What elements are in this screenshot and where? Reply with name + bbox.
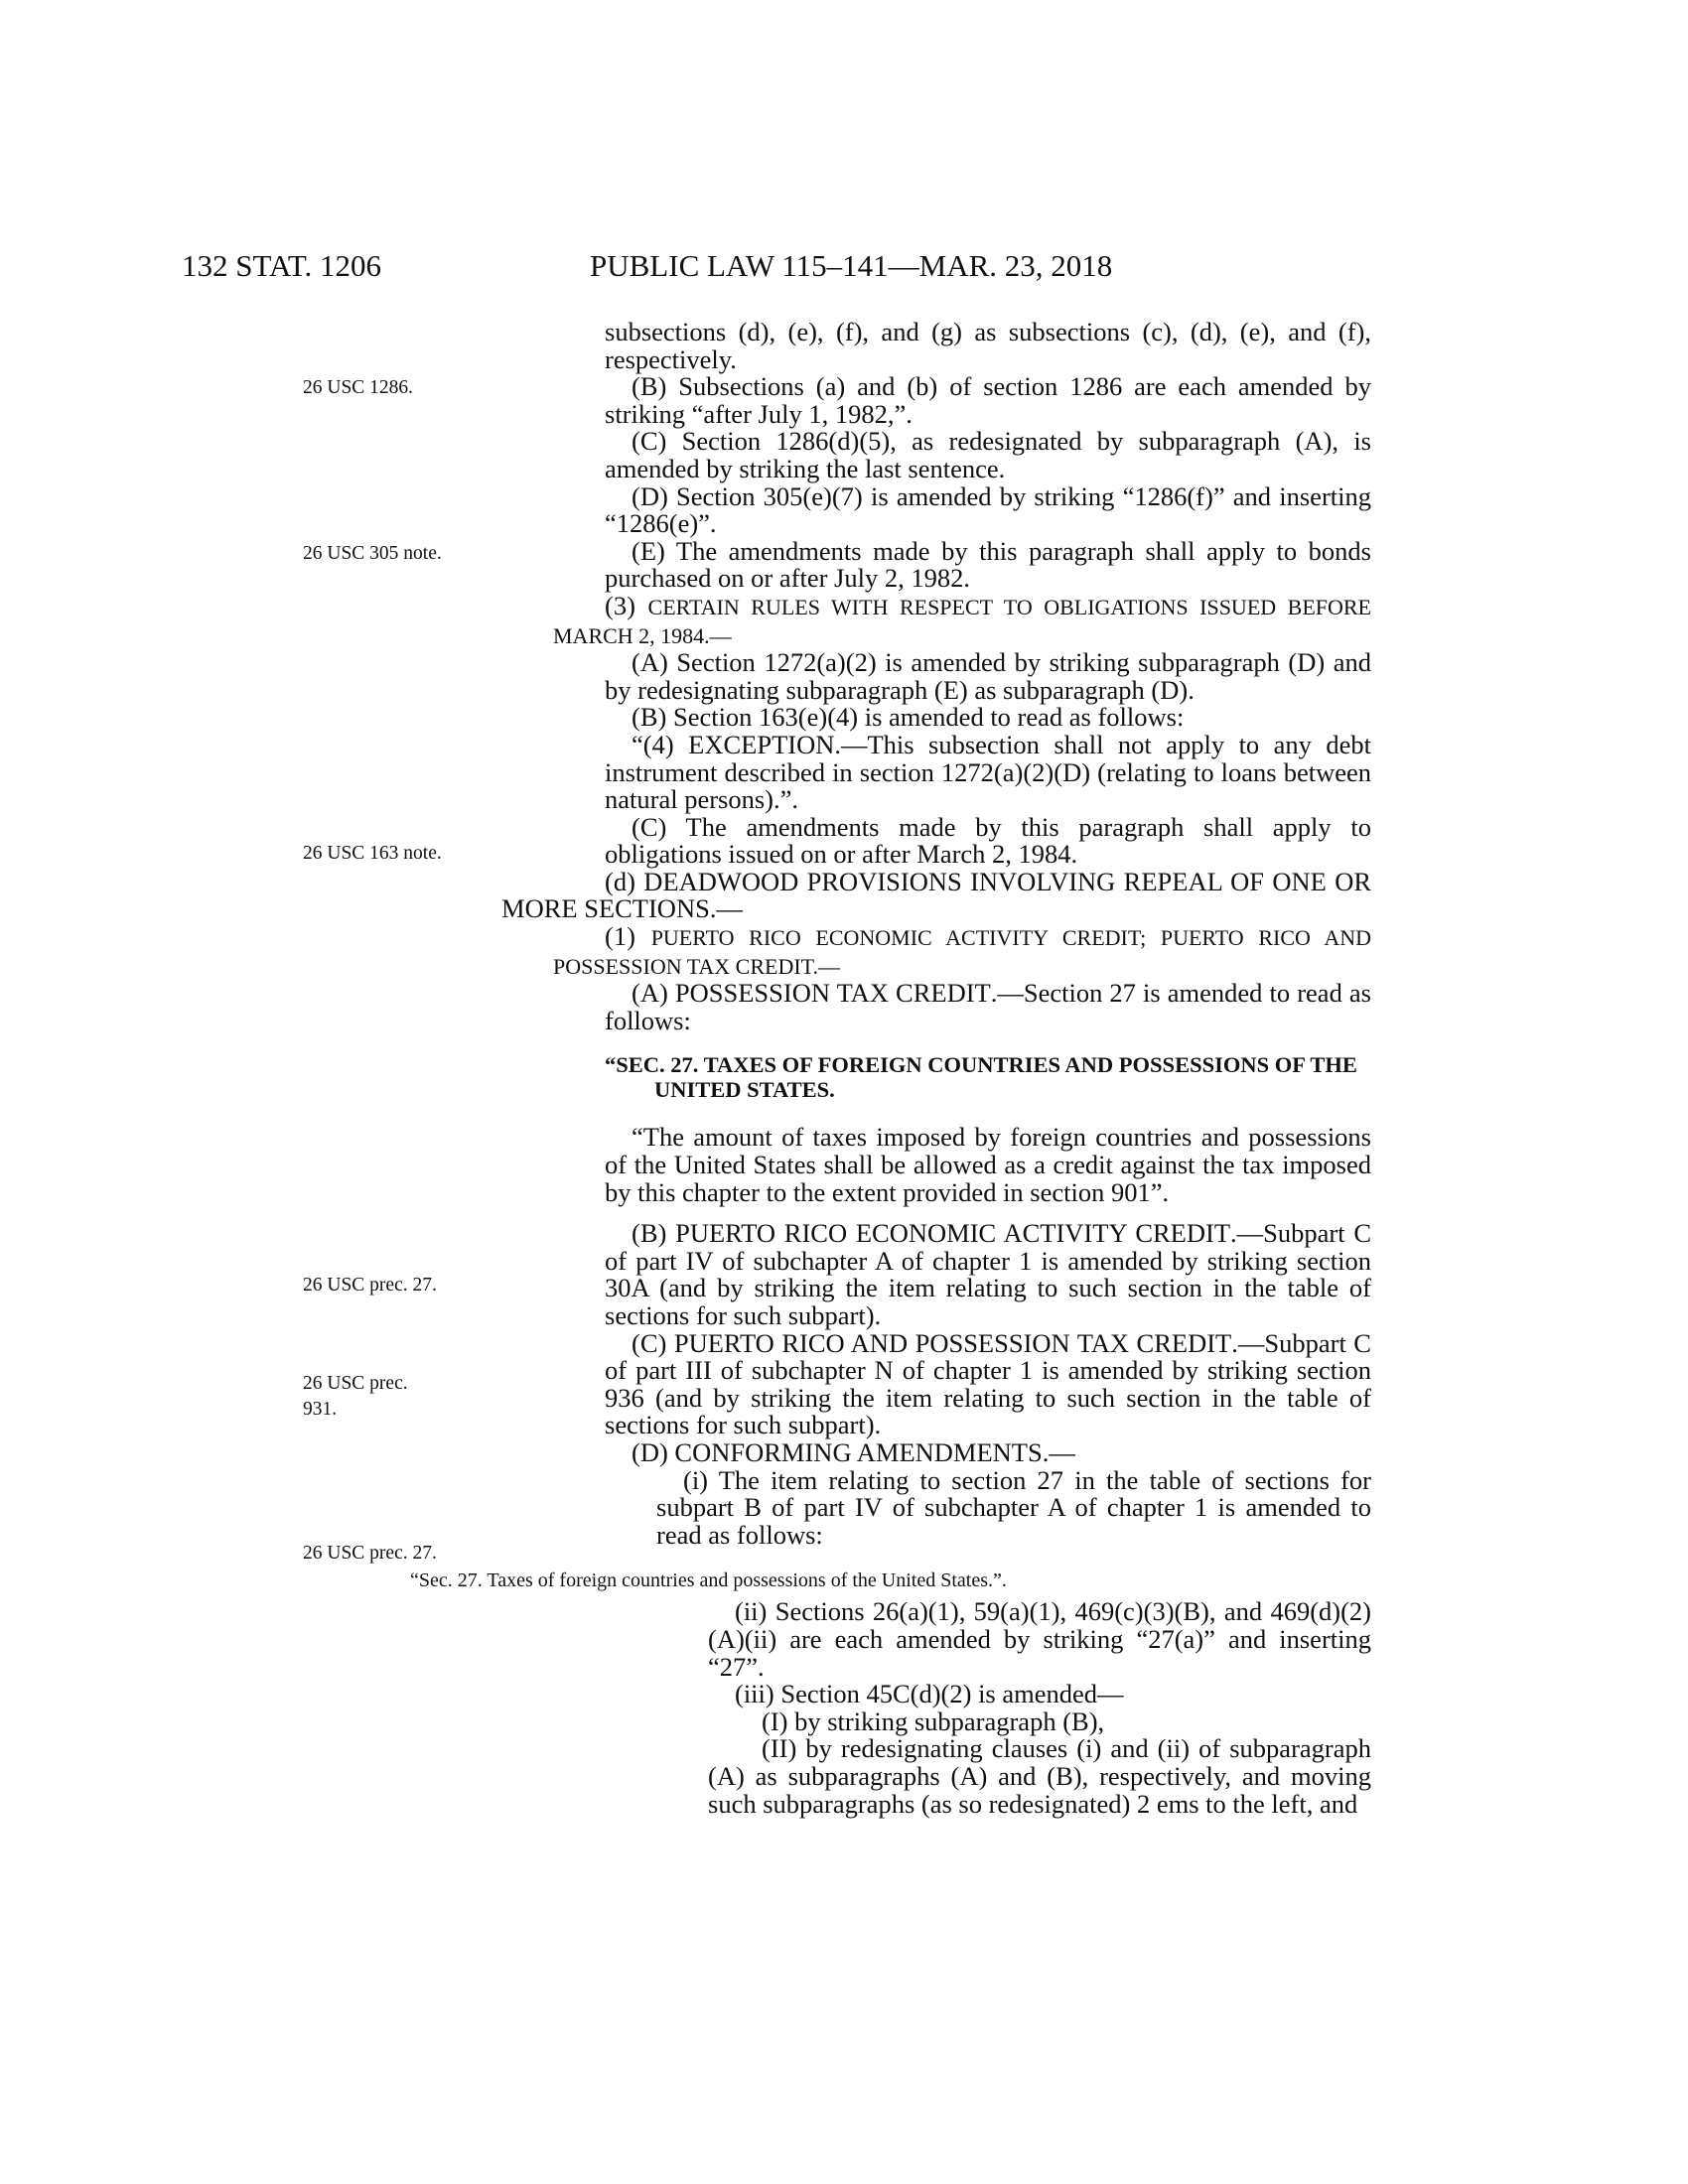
margin-note: 26 USC 305 note. bbox=[303, 543, 442, 564]
paragraph: (C) The amendments made by this paragraph shall apply to obligations issued on or after March 2, 1984. bbox=[605, 811, 1371, 870]
paragraph-heading bbox=[553, 923, 1371, 980]
clause: (i) The item relating to section 27 in the table of sections for subpart B of part IV of subchapter A of chapter 1 is amended to read as follows: bbox=[656, 1464, 1371, 1550]
paragraph-number: “(4) bbox=[632, 729, 674, 759]
paragraph-heading bbox=[553, 590, 1371, 649]
margin-note: 26 USC 163 note. bbox=[303, 843, 442, 864]
heading-text: DEADWOOD PROVISIONS INVOLVING REPEAL OF ONE OR MORE SECTIONS.— bbox=[501, 866, 1372, 924]
paragraph-number: (A) bbox=[632, 978, 668, 1009]
quoted-section-text: “The amount of taxes imposed by foreign countries and possessions of the United States shall be allowed as a credit against the tax imposed by this chapter to the extent provided in section 901”. bbox=[605, 1122, 1371, 1207]
heading-text: PUERTO RICO ECONOMIC ACTIVITY CREDIT bbox=[675, 1218, 1231, 1249]
margin-note: 26 USC prec. 27. bbox=[303, 1275, 437, 1296]
quoted-paragraph bbox=[605, 729, 1371, 815]
paragraph: subsections (d), (e), (f), and (g) as subsections (c), (d), (e), and (f), respectively. bbox=[605, 317, 1371, 374]
paragraph: (A) Section 1272(a)(2) is amended by striking subparagraph (D) and by redesignating subparagraph (E) as subparagraph (D). bbox=[605, 647, 1371, 705]
heading-dash: .— bbox=[1042, 1436, 1075, 1467]
paragraph-text: .—This subsection shall not apply to any debt instrument described in section 1272(a)(2)(D) (relating to loans between natural persons).”. bbox=[605, 729, 1371, 815]
subsection-heading bbox=[501, 866, 1372, 924]
paragraph-number: (D) bbox=[632, 1436, 668, 1467]
paragraph: (C) Section 1286(d)(5), as redesignated by subparagraph (A), is amended by striking the last sentence. bbox=[605, 426, 1371, 483]
margin-note: 26 USC 1286. bbox=[303, 377, 414, 398]
subclause: (II) by redesignating clauses (i) and (ii) of subparagraph (A) as subparagraphs (A) and (B), respectively, and moving such subparagraphs (as so redesignated) 2 ems to the left, and bbox=[708, 1733, 1371, 1819]
paragraph-number: (3) bbox=[605, 590, 635, 620]
paragraph-text: .—Section 27 is amended to read as follows: bbox=[605, 978, 1371, 1035]
heading-text: PUERTO RICO ECONOMIC ACTIVITY CREDIT; PUERTO RICO AND POSSESSION TAX CREDIT.— bbox=[553, 925, 1371, 979]
stat-reference: 132 STAT. 1206 bbox=[182, 248, 382, 283]
margin-note: 26 USC prec. 931. bbox=[303, 1373, 408, 1420]
paragraph bbox=[605, 1327, 1371, 1440]
paragraph: (E) The amendments made by this paragraph shall apply to bonds purchased on or after July 2, 1982. bbox=[605, 535, 1371, 594]
section-heading: “SEC. 27. TAXES OF FOREIGN COUNTRIES AND POSSESSIONS OF THE UNITED STATES. bbox=[605, 1052, 1357, 1103]
paragraph: (D) Section 305(e)(7) is amended by striking “1286(f)” and inserting “1286(e)”. bbox=[605, 480, 1371, 539]
paragraph-text: .—Subpart C of part IV of subchapter A of chapter 1 is amended by striking section 30A (and by striking the item relating to such section in the table of sections for such subpart). bbox=[605, 1218, 1372, 1330]
paragraph bbox=[605, 980, 1371, 1034]
heading-text: CERTAIN RULES WITH RESPECT TO OBLIGATIONS ISSUED BEFORE MARCH 2, 1984.— bbox=[553, 594, 1371, 648]
heading-text: PUERTO RICO AND POSSESSION TAX CREDIT bbox=[673, 1327, 1232, 1358]
clause: (iii) Section 45C(d)(2) is amended— bbox=[735, 1679, 1124, 1709]
statute-body bbox=[410, 317, 1372, 1819]
paragraph-number: (C) bbox=[632, 1327, 667, 1358]
subsection-number: (d) bbox=[605, 866, 635, 896]
paragraph-heading bbox=[605, 1436, 1371, 1467]
margin-note: 26 USC prec. 27. bbox=[303, 1543, 437, 1564]
paragraph bbox=[605, 1220, 1371, 1329]
paragraph-text: .—Subpart C of part III of subchapter N of chapter 1 is amended by striking section 936 (and by striking the item relating to such section in the table of sections for such subpart). bbox=[605, 1327, 1371, 1440]
heading-text: POSSESSION TAX CREDIT bbox=[674, 978, 991, 1009]
subclause: (I) by striking subparagraph (B), bbox=[762, 1706, 1105, 1736]
paragraph-number: (1) bbox=[605, 921, 635, 952]
heading-text: EXCEPTION bbox=[688, 729, 835, 759]
clause: (ii) Sections 26(a)(1), 59(a)(1), 469(c)(3)(B), and 469(d)(2)(A)(ii) are each amended by striking “27(a)” and inserting “27”. bbox=[708, 1596, 1371, 1682]
paragraph: (B) Section 163(e)(4) is amended to read as follows: bbox=[632, 702, 1185, 733]
page-title: PUBLIC LAW 115–141—MAR. 23, 2018 bbox=[590, 248, 1113, 283]
paragraph: (B) Subsections (a) and (b) of section 1286 are each amended by striking “after July 1, 1982,”. bbox=[605, 371, 1371, 429]
heading-text: CONFORMING AMENDMENTS bbox=[674, 1436, 1043, 1467]
paragraph-number: (B) bbox=[632, 1218, 667, 1249]
table-of-sections-item: “Sec. 27. Taxes of foreign countries and possessions of the United States.”. bbox=[410, 1570, 1007, 1592]
